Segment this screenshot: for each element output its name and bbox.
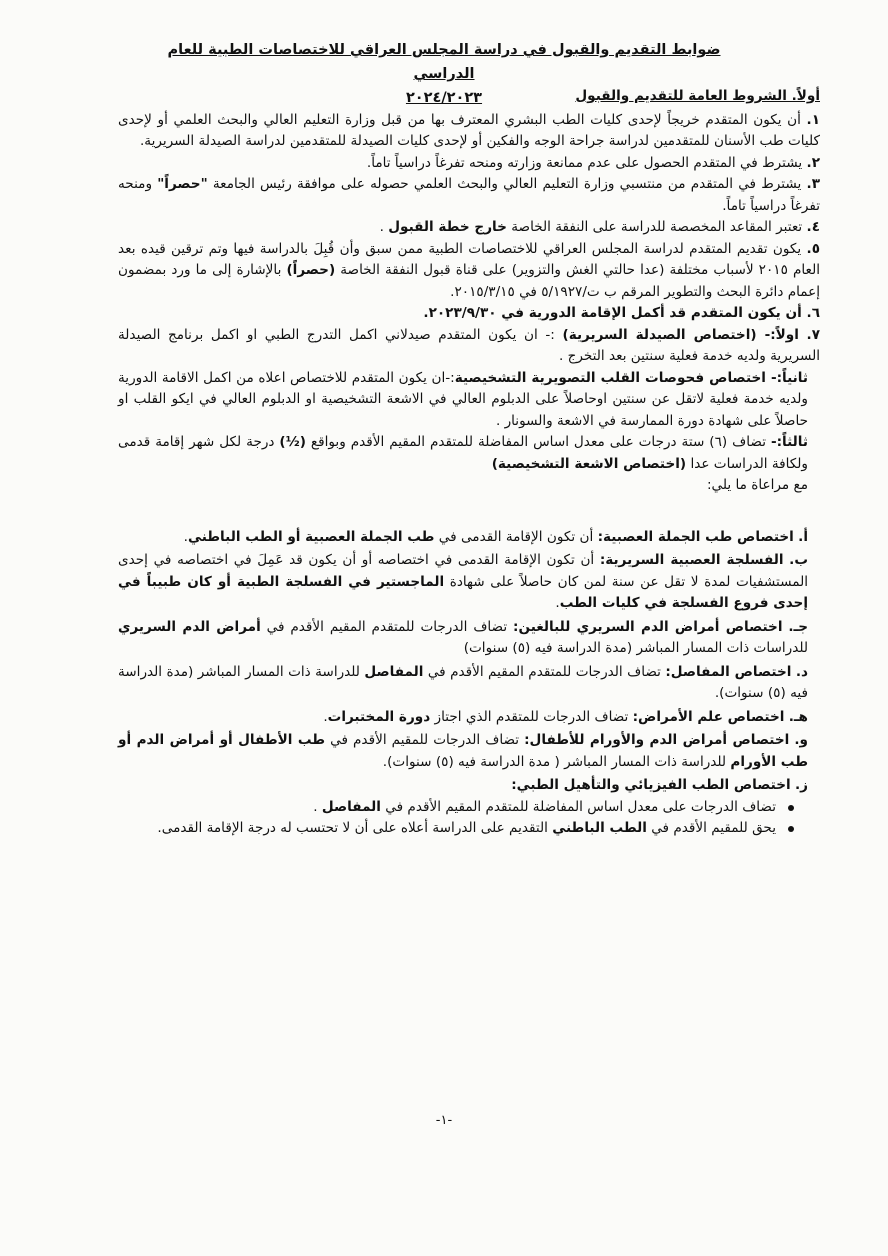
title-line-1: ضوابط التقديم والقبول في دراسة المجلس العراقي للاختصاصات الطبية للعام الدراسي (167, 42, 721, 82)
specialty-e: هـ. اختصاص علم الأمراض: تضاف الدرجات للمتقدم الذي اجتاز دورة المختبرات. (323, 708, 808, 725)
spacer (118, 497, 820, 525)
condition-2: ٢. يشترط في المتقدم الحصول على عدم ممانعة وزارته ومنحه تفرغاً دراسياً تاماً. (366, 154, 820, 171)
condition-7-third-tail: مع مراعاة ما يلي: (706, 477, 808, 493)
bullet-item: تضاف الدرجات على معدل اساس المفاضلة للمتقدم المقيم الأقدم في المفاصل . (118, 797, 794, 819)
condition-5: ٥. يكون تقديم المتقدم لدراسة المجلس العراقي للاختصاصات الطبية ممن سبق وأن قُبِلَ بالدراسة فيها وتم ترقين قيده بعد العام ٢٠١٥ لأسباب مختلفة (عدا حالتي الغش والتزوير) على قناة قبول النفقة الخاصة (حصراً) بالإشارة إلى ما ورد بمضمون إعمام دائرة البحث والتطوير المرقم ب ت/٥/١٩٢٧ في ٢٠١٥/٣/١٥. (118, 240, 821, 300)
condition-7-second: ثانياً:- اختصاص فحوصات القلب التصويرية التشخيصية:-ان يكون المتقدم للاختصاص اعلاه من اكمل الاقامة الدورية ولديه خدمة فعلية لاتقل عن سنتين اوحاصلاً على الدبلوم العالي في الاشعة التشخيصية او الدبلوم العالي في ايكو القلب او حاصلاً على شهادة دورة الممارسة في الاشعة والسونار . (118, 369, 808, 429)
specialty-g-bullets (118, 797, 820, 840)
specialty-a: أ. اختصاص طب الجملة العصبية: أن تكون الإقامة القدمى في طب الجملة العصبية أو الطب الباطني. (183, 528, 808, 545)
condition-3: ٣. يشترط في المتقدم من منتسبي وزارة التعليم العالي والبحث العلمي حصوله على موافقة رئيس الجامعة "حصراً" ومنحه تفرغاً دراسياً تاماً. (118, 176, 820, 214)
page-number: -١- (435, 1113, 453, 1128)
specialty-f: و. اختصاص أمراض الدم والأورام للأطفال: تضاف الدرجات للمقيم الأقدم في طب الأطفال أو أمراض الدم أو طب الأورام للدراسة ذات المسار المباشر ( مدة الدراسة فيه (٥) سنوات). (118, 732, 808, 770)
title-line-2: ٢٠٢٤/٢٠٢٣ (405, 90, 483, 106)
bullet-item: يحق للمقيم الأقدم في الطب الباطني التقديم على الدراسة أعلاه على أن لا تحتسب له درجة الإقامة القدمى. (118, 818, 794, 840)
document-body (118, 86, 820, 840)
section-heading: أولاً. الشروط العامة للتقديم والقبول (575, 88, 820, 104)
specialty-b: ب. الفسلجة العصبية السريرية: أن تكون الإقامة القدمى في اختصاصه أو أن يكون قد عَمِلَ في اختصاصه في إحدى المستشفيات لمدة لا تقل عن سنة لمن كان حاصلاً على شهادة الماجستير في الفسلجة الطبية أو كان طبيباً في إحدى فروع الفسلجة في كليات الطب. (118, 552, 808, 611)
specialty-d: د. اختصاص المفاصل: تضاف الدرجات للمتقدم المقيم الأقدم في المفاصل للدراسة ذات المسار المباشر (مدة الدراسة فيه (٥) سنوات). (118, 663, 808, 701)
condition-6: ٦. أن يكون المتقدم قد أكمل الإقامة الدورية في ٢٠٢٣/٩/٣٠. (423, 305, 820, 321)
specialty-g: ز. اختصاص الطب الفيزيائي والتأهيل الطبي: (511, 777, 808, 793)
condition-7: ٧. اولاً:- (اختصاص الصيدلة السريرية) :- ان يكون المتقدم صيدلاني اكمل التدرج الطبي او اكمل برنامج الصيدلة السريرية ولديه خدمة فعلية سنتين بعد التخرج . (118, 326, 821, 364)
condition-7-third: ثالثاً:- تضاف (٦) ستة درجات على معدل اساس المفاضلة للمتقدم المقيم الأقدم وبواقع (½) درجة لكل شهر إقامة قدمى ولكافة الدراسات عدا (اختصاص الاشعة التشخيصية) (118, 434, 808, 472)
condition-4: ٤. تعتبر المقاعد المخصصة للدراسة على النفقة الخاصة خارج خطة القبول . (379, 219, 820, 235)
condition-1: ١. أن يكون المتقدم خريجاً لإحدى كليات الطب البشري المعترف بها من قبل وزارة التعليم العالي والبحث العلمي أو لإحدى كليات طب الأسنان للمتقدمين لدراسة جراحة الوجه والفكين أو لإحدى كليات الصيدلة للمتقدمين لدراسة الصيدلة السريرية. (118, 111, 820, 149)
specialty-c: جـ. اختصاص أمراض الدم السريري للبالغين: تضاف الدرجات للمتقدم المقيم الأقدم في أمراض الدم السريري للدراسات ذات المسار المباشر (مدة الدراسة فيه (٥) سنوات) (118, 618, 808, 656)
